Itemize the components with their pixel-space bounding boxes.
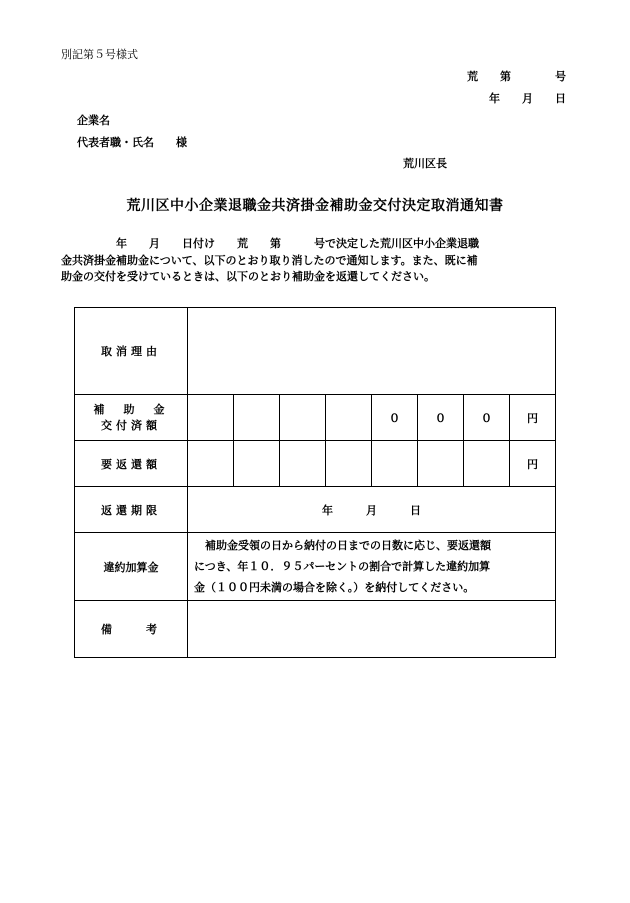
granted-digit: ０	[464, 395, 510, 441]
notice-body	[61, 236, 568, 286]
return-amount-row	[75, 441, 556, 487]
return-digit	[372, 441, 418, 487]
reason-field	[188, 308, 556, 395]
document-title: 荒川区中小企業退職金共済掛金補助金交付決定取消通知書	[126, 198, 504, 214]
granted-digit	[280, 395, 326, 441]
notice-body-line: 助金の交付を受けているときは、以下のとおり補助金を返還してください。	[61, 270, 435, 283]
penalty-line: につき、年１０．９５パーセントの割合で計算した違約加算	[194, 560, 491, 573]
notice-body-line: 金共済掛金補助金について、以下のとおり取り消したので通知します。また、既に補	[61, 253, 478, 267]
granted-digit: ０	[372, 395, 418, 441]
granted-digit	[188, 395, 234, 441]
reason-row	[75, 308, 556, 395]
return-yen-unit: 円	[510, 441, 556, 487]
return-digit	[464, 441, 510, 487]
deadline-row	[75, 487, 556, 533]
reason-label: 取消理由	[75, 308, 188, 395]
remarks-label: 備 考	[75, 601, 188, 658]
return-digit	[326, 441, 372, 487]
return-digit	[188, 441, 234, 487]
granted-label-line: 補 助 金	[93, 402, 169, 416]
notice-body-line: 年 月 日付け 荒 第 号で決定した荒川区中小企業退職	[61, 237, 479, 250]
issuer-name: 荒川区長	[403, 157, 447, 170]
penalty-text	[188, 533, 556, 601]
penalty-line: 補助金受領の日から納付の日までの日数に応じ、要返還額	[194, 539, 491, 552]
granted-digit: ０	[418, 395, 464, 441]
granted-digit	[326, 395, 372, 441]
company-name-label: 企業名	[77, 114, 110, 127]
granted-yen-unit: 円	[510, 395, 556, 441]
granted-amount-label	[75, 395, 188, 441]
form-number: 別記第５号様式	[61, 48, 138, 61]
deadline-label: 返還期限	[75, 487, 188, 533]
return-digit	[418, 441, 464, 487]
granted-label-line: 交付済額	[101, 418, 161, 432]
penalty-label: 違約加算金	[75, 533, 188, 601]
remarks-row	[75, 601, 556, 658]
remarks-field	[188, 601, 556, 658]
penalty-line: 金（１００円未満の場合を除く。）を納付してください。	[194, 581, 475, 594]
return-amount-label: 要返還額	[75, 441, 188, 487]
granted-amount-row	[75, 395, 556, 441]
date-line: 年 月 日	[489, 92, 566, 105]
representative-label: 代表者職・氏名 様	[77, 136, 187, 149]
cancellation-table	[74, 307, 556, 658]
return-digit	[234, 441, 280, 487]
issue-number-line: 荒 第 号	[467, 70, 566, 83]
penalty-row	[75, 533, 556, 601]
deadline-value: 年 月 日	[188, 487, 556, 533]
granted-digit	[234, 395, 280, 441]
return-digit	[280, 441, 326, 487]
